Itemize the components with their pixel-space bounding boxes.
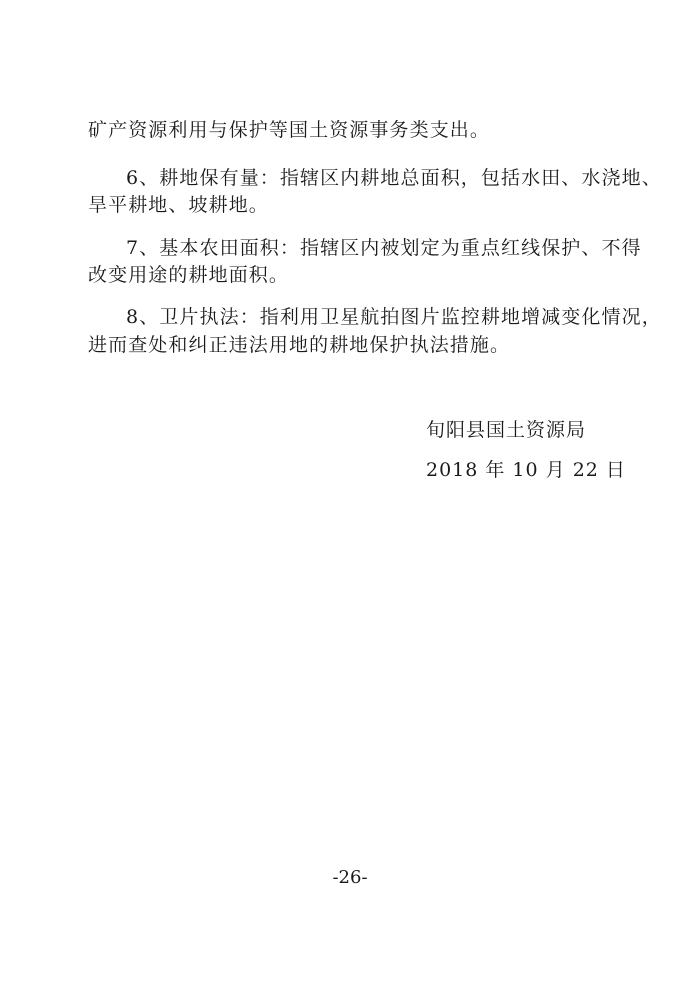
- page-number: -26-: [332, 867, 368, 888]
- item-7-line-1: 7、基本农田面积：指辖区内被划定为重点红线保护、不得: [126, 237, 642, 259]
- continuation-line: 矿产资源利用与保护等国土资源事务类支出。: [88, 119, 491, 141]
- item-7-line-2: 改变用途的耕地面积。: [88, 264, 290, 286]
- signature-organization: 旬阳县国土资源局: [426, 419, 587, 441]
- item-8-line-2: 进而查处和纠正违法用地的耕地保护执法措施。: [88, 334, 511, 356]
- item-6-line-2: 旱平耕地、坡耕地。: [88, 194, 269, 216]
- item-8-line-1: 8、卫片执法：指利用卫星航拍图片监控耕地增减变化情况，: [126, 306, 662, 328]
- item-6-line-1: 6、耕地保有量：指辖区内耕地总面积，包括水田、水浇地、: [126, 167, 662, 189]
- signature-date: 2018 年 10 月 22 日: [426, 459, 626, 481]
